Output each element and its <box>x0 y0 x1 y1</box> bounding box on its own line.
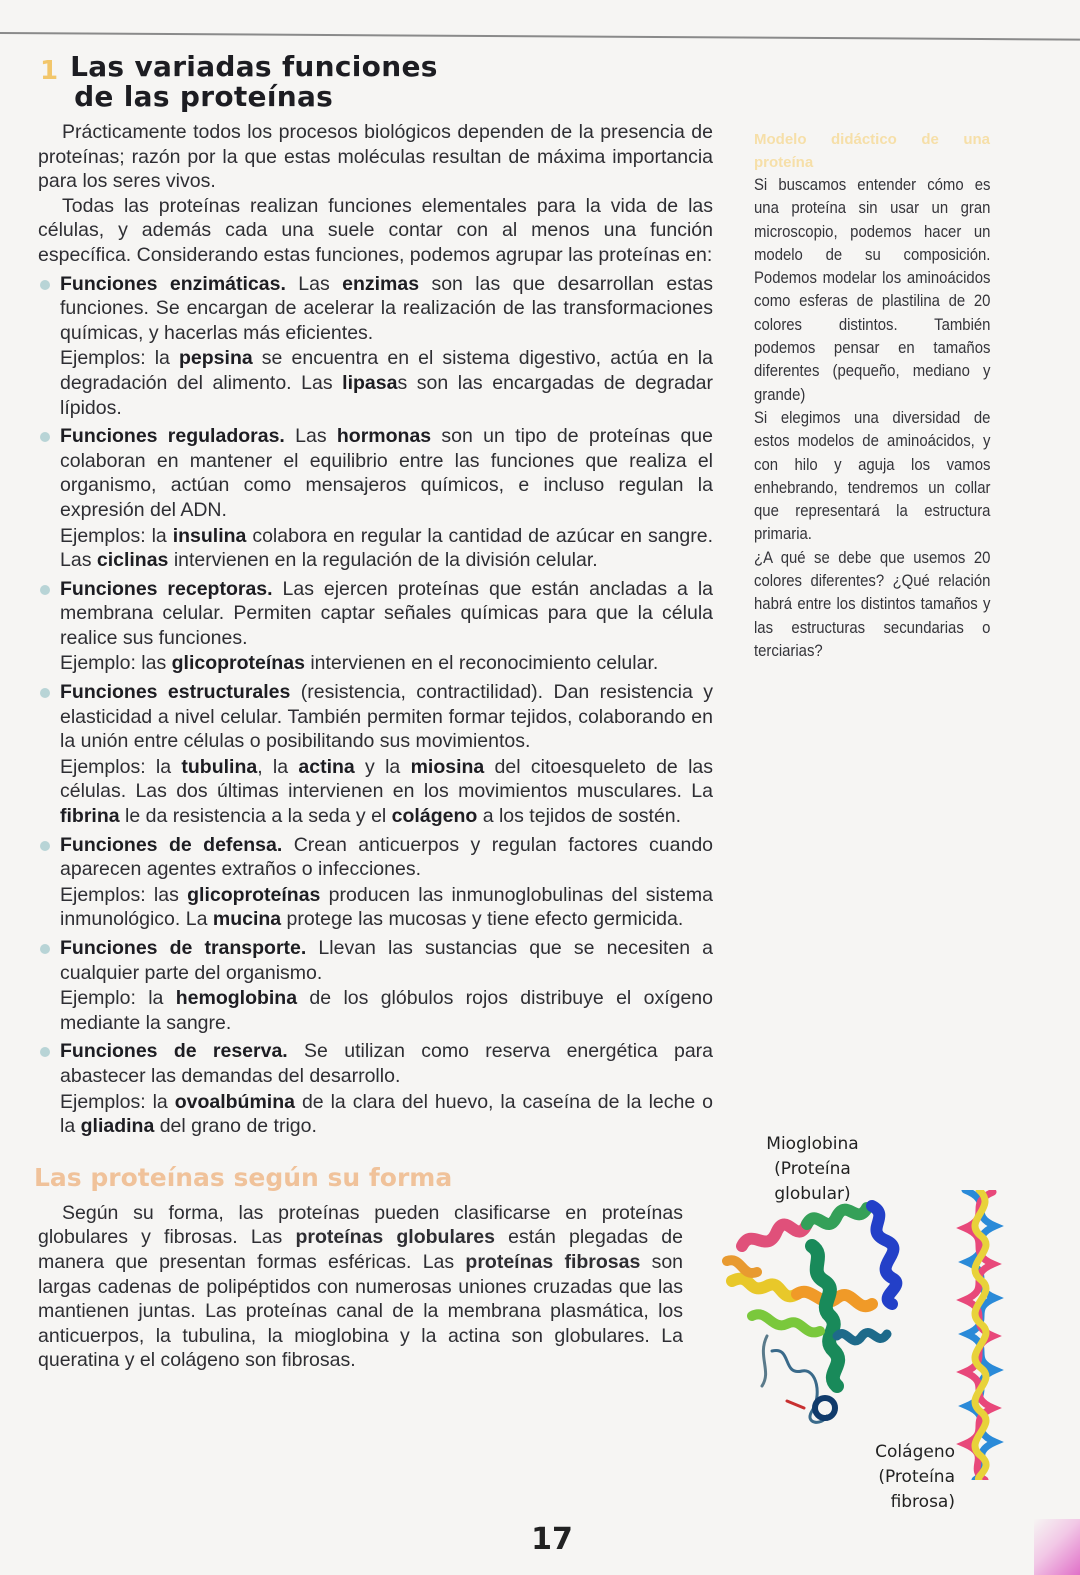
bullet-dot-icon <box>40 944 50 954</box>
list-item-reserva <box>38 1039 713 1138</box>
colageno-type: (Proteína fibrosa) <box>878 1467 955 1512</box>
functions-list <box>38 272 713 1139</box>
function-example: Ejemplos: la insulina colabora en regular la cantidad de azúcar en sangre. Las ciclinas intervienen en la regulación de la división celular. <box>60 524 713 572</box>
sidebar-paragraph-1: Si buscamos entender cómo es una proteína sin usar un gran microscopio, podemos hacer un modelo de su composición. Podemos modelar los aminoácidos como esferas de plastilina de 20 colores distintos. También podemos pensar en tamaños diferentes (pequeño, mediano y grande) <box>754 176 991 404</box>
bullet-dot-icon <box>40 841 50 851</box>
function-description: Funciones de defensa. Crean anticuerpos y regulan factores cuando aparecen agentes extraños o infecciones. <box>60 833 714 881</box>
sidebar-title: Modelo didáctico de una proteína <box>754 131 990 171</box>
sidebar-paragraph-3: ¿A qué se debe que usemos 20 colores diferentes? ¿Qué relación habrá entre los distintos tamaños y las estructuras secundarias o terciarias? <box>754 548 991 660</box>
function-description: Funciones de transporte. Llevan las sustancias que se necesiten a cualquier parte del organismo. <box>60 937 713 984</box>
forms-paragraph: Según su forma, las proteínas pueden clasificarse en proteínas globulares y fibrosas. Las proteínas globulares están plegadas de manera que presentan formas esféricas. Las proteínas fibrosas son largas cadenas de polipéptidos con numerosas uniones cruzadas que las mantienen juntas. Las proteínas canal de la membrana plasmática, los anticuerpos, la tubulina, la mioglobina y la actina son globulares. La queratina y el colágeno son fibrosas. <box>38 1201 684 1372</box>
list-item-enzimaticas <box>38 272 713 421</box>
bullet-dot-icon <box>40 280 50 290</box>
function-description: Funciones reguladoras. Las hormonas son un tipo de proteínas que colaboran en mantener el equilibrio entre las funciones que realiza el organismo, actúan como mensajeros químicos, e incluso regulan la expresión del ADN. <box>60 425 713 521</box>
section-title-line1: Las variadas funciones <box>70 50 438 83</box>
mioglobina-type: (Proteína globular) <box>774 1159 851 1204</box>
function-description: Funciones de reserva. Se utilizan como reserva energética para abastecer las demandas del desarrollo. <box>60 1040 714 1087</box>
intro-paragraph-2: Todas las proteínas realizan funciones elementales para la vida de las células, y además cada una suele contar con al menos una función específica. Considerando estas funciones, podemos agrupar las proteínas en: <box>38 194 713 266</box>
page-number: 17 <box>531 1522 573 1557</box>
bullet-dot-icon <box>40 688 50 698</box>
function-description: Funciones estructurales (resistencia, contractilidad). Dan resistencia y elasticidad a nivel celular. También permiten formar tejidos, colaborando en la unión entre células o posibilitando sus movimientos. <box>60 681 714 753</box>
function-description: Funciones receptoras. Las ejercen proteínas que están ancladas a la membrana celular. Permiten captar señales químicas para que la célula realice sus funciones. <box>60 577 713 649</box>
function-example: Ejemplo: las glicoproteínas intervienen en el reconocimiento celular. <box>60 652 659 675</box>
function-example: Ejemplos: la ovoalbúmina de la clara del huevo, la caseína de la leche o la gliadina del grano de trigo. <box>60 1090 713 1138</box>
bullet-dot-icon <box>40 1047 50 1057</box>
bullet-dot-icon <box>40 585 50 595</box>
mioglobina-ribbon-image <box>712 1186 912 1441</box>
function-example: Ejemplos: las glicoproteínas producen las inmunoglobulinas del sistema inmunológico. La mucina protege las mucosas y tiene efecto germicida. <box>60 883 713 931</box>
list-item-receptoras <box>38 577 713 676</box>
colageno-name: Colágeno <box>875 1442 955 1462</box>
intro-text <box>38 120 713 268</box>
function-example: Ejemplos: la tubulina, la actina y la miosina del citoesqueleto de las células. Las dos últimas intervienen en los movimientos musculares. La fibrina le da resistencia a la seda y el colágeno a los tejidos de sostén. <box>60 755 713 828</box>
section-number: 1 <box>40 56 59 86</box>
function-description: Funciones enzimáticas. Las enzimas son las que desarrollan estas funciones. Se encargan de acelerar la realización de las transformaciones químicas, y hacerlas más eficientes. <box>60 272 713 344</box>
top-rule <box>0 32 1080 41</box>
list-item-transporte <box>38 936 713 1035</box>
list-item-reguladoras <box>38 424 713 573</box>
section-heading <box>40 52 713 112</box>
colageno-caption <box>810 1440 955 1515</box>
function-example: Ejemplos: la pepsina se encuentra en el sistema digestivo, actúa en la degradación del alimento. Las lipasas son las encargadas de degradar lípidos. <box>60 347 714 419</box>
main-column <box>34 50 714 1373</box>
sidebar-paragraph-2: Si elegimos una diversidad de estos modelos de aminoácidos, y con hilo y aguja los vamos enhebrando, tendremos un collar que representará la estructura primaria. <box>754 408 991 544</box>
section-title <box>70 52 438 112</box>
sidebar-box <box>754 128 990 663</box>
colageno-helix-image <box>955 1190 1007 1480</box>
section-title-line2: de las proteínas <box>74 80 334 113</box>
intro-paragraph-1: Prácticamente todos los procesos biológicos dependen de la presencia de proteínas; razón por la que estas moléculas resultan de máxima importancia para los seres vivos. <box>38 121 713 193</box>
mioglobina-name: Mioglobina <box>766 1134 859 1154</box>
subsection-title: Las proteínas según su forma <box>34 1162 453 1192</box>
page-corner-decoration <box>1034 1519 1080 1575</box>
list-item-defensa <box>38 833 713 932</box>
bullet-dot-icon <box>40 432 50 442</box>
function-example: Ejemplo: la hemoglobina de los glóbulos rojos distribuye el oxígeno mediante la sangre. <box>60 987 713 1034</box>
list-item-estructurales <box>38 680 713 829</box>
